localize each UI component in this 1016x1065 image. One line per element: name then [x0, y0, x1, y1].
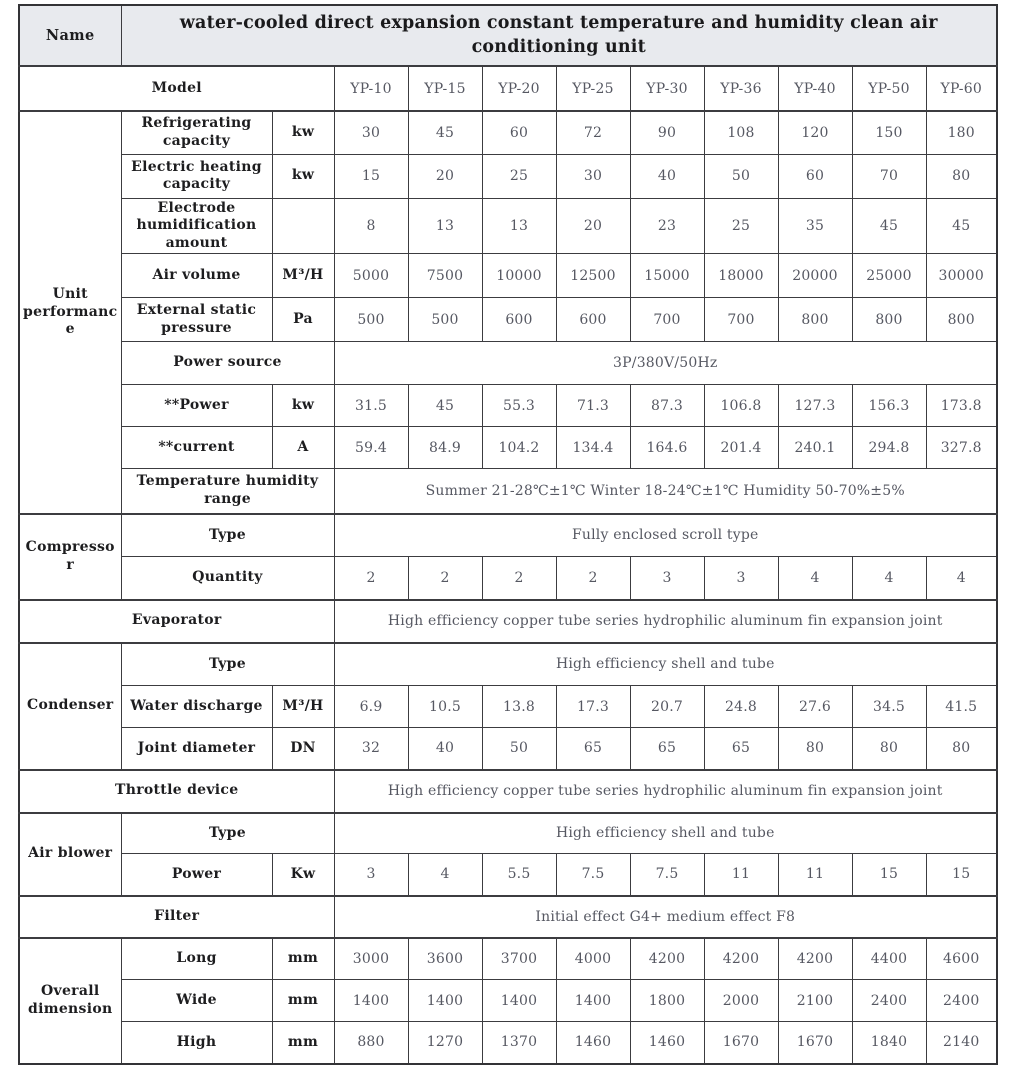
value-cell: 24.8	[704, 686, 778, 728]
value-cell: 17.3	[556, 686, 630, 728]
value-cell: 2	[408, 557, 482, 600]
value-cell: 4000	[556, 938, 630, 980]
value-cell: 134.4	[556, 427, 630, 469]
value-cell: 70	[852, 154, 926, 198]
value-cell: 13.8	[482, 686, 556, 728]
unit-cell: mm	[272, 938, 334, 980]
value-cell: 10000	[482, 254, 556, 298]
value-cell: 180	[926, 111, 997, 154]
value-cell: 80	[852, 728, 926, 770]
row-label: Long	[121, 938, 272, 980]
value-cell: 50	[482, 728, 556, 770]
value-cell: 71.3	[556, 385, 630, 427]
value-cell: 30	[334, 111, 408, 154]
value-cell: 1400	[408, 980, 482, 1022]
row-label: **current	[121, 427, 272, 469]
value-cell: 4200	[778, 938, 852, 980]
value-cell: 800	[778, 298, 852, 342]
table-row	[19, 514, 997, 557]
row-label: Refrigerating capacity	[121, 111, 272, 154]
table-row	[19, 728, 997, 770]
table-row	[19, 254, 997, 298]
value-cell: 41.5	[926, 686, 997, 728]
value-cell: 30000	[926, 254, 997, 298]
value-cell: 1460	[630, 1022, 704, 1064]
value-cell: 500	[408, 298, 482, 342]
value-cell: 45	[408, 385, 482, 427]
value-cell: 4	[852, 557, 926, 600]
value-cell: 600	[556, 298, 630, 342]
row-label: Electric heating capacity	[121, 154, 272, 198]
value-cell: 880	[334, 1022, 408, 1064]
value-cell: 13	[482, 198, 556, 254]
value-cell: 327.8	[926, 427, 997, 469]
value-cell: 6.9	[334, 686, 408, 728]
value-cell: YP-30	[630, 66, 704, 111]
spec-table	[18, 4, 998, 1065]
value-cell: 2400	[852, 980, 926, 1022]
value-cell: 65	[704, 728, 778, 770]
value-cell: 500	[334, 298, 408, 342]
value-cell: 34.5	[852, 686, 926, 728]
value-cell: 15	[926, 854, 997, 896]
value-cell: YP-15	[408, 66, 482, 111]
unit-cell: M³/H	[272, 254, 334, 298]
value-cell: 32	[334, 728, 408, 770]
row-label: Air volume	[121, 254, 272, 298]
value-cell: 1840	[852, 1022, 926, 1064]
value-cell: 15	[334, 154, 408, 198]
value-cell: 4400	[852, 938, 926, 980]
table-row	[19, 854, 997, 896]
unit-cell: Pa	[272, 298, 334, 342]
page-title: water-cooled direct expansion constant temperature and humidity clean air conditioning unit	[121, 5, 997, 66]
group-label-unit-performance: Unit performance	[19, 111, 121, 514]
table-row	[19, 643, 997, 686]
value-cell: 4	[408, 854, 482, 896]
value-cell: 700	[630, 298, 704, 342]
table-row	[19, 686, 997, 728]
value-cell: 600	[482, 298, 556, 342]
table-row	[19, 770, 997, 813]
row-label: Temperature humidity range	[121, 469, 334, 514]
value-cell: 800	[926, 298, 997, 342]
row-label: Filter	[19, 896, 334, 938]
value-cell: 108	[704, 111, 778, 154]
value-cell: 4200	[630, 938, 704, 980]
value-cell: 1800	[630, 980, 704, 1022]
table-row	[19, 557, 997, 600]
unit-cell: kw	[272, 154, 334, 198]
value-cell: 3	[630, 557, 704, 600]
unit-cell: kw	[272, 385, 334, 427]
value-cell: YP-10	[334, 66, 408, 111]
value-cell: 1670	[704, 1022, 778, 1064]
value-cell: 35	[778, 198, 852, 254]
unit-cell: M³/H	[272, 686, 334, 728]
value-cell: 2140	[926, 1022, 997, 1064]
value-cell: 11	[778, 854, 852, 896]
row-label: Power	[121, 854, 272, 896]
value-cell: 65	[556, 728, 630, 770]
unit-cell: A	[272, 427, 334, 469]
value-cell: 80	[778, 728, 852, 770]
value-cell: 7500	[408, 254, 482, 298]
value-cell: 1270	[408, 1022, 482, 1064]
value-cell: 20.7	[630, 686, 704, 728]
value-cell: 27.6	[778, 686, 852, 728]
value-cell: 3600	[408, 938, 482, 980]
table-row	[19, 980, 997, 1022]
row-label: Power source	[121, 342, 334, 385]
value-cell: 90	[630, 111, 704, 154]
value-cell: 156.3	[852, 385, 926, 427]
value-cell: 1400	[556, 980, 630, 1022]
value-cell: 60	[482, 111, 556, 154]
value-cell: 20	[408, 154, 482, 198]
row-label: Quantity	[121, 557, 334, 600]
unit-cell: DN	[272, 728, 334, 770]
value-cell: 10.5	[408, 686, 482, 728]
value-cell: 60	[778, 154, 852, 198]
value-cell: 106.8	[704, 385, 778, 427]
unit-cell: mm	[272, 980, 334, 1022]
value-cell: 3000	[334, 938, 408, 980]
value-cell: 2	[334, 557, 408, 600]
value-cell: 1400	[334, 980, 408, 1022]
value-cell: 84.9	[408, 427, 482, 469]
value-cell: 4	[926, 557, 997, 600]
value-cell: 700	[704, 298, 778, 342]
value-cell: 240.1	[778, 427, 852, 469]
value-cell: 3700	[482, 938, 556, 980]
unit-cell	[272, 198, 334, 254]
value-cell: 15	[852, 854, 926, 896]
value-cell: 30	[556, 154, 630, 198]
value-cell: 8	[334, 198, 408, 254]
value-cell: 164.6	[630, 427, 704, 469]
unit-cell: kw	[272, 111, 334, 154]
row-label: Electrode humidification amount	[121, 198, 272, 254]
value-cell: YP-40	[778, 66, 852, 111]
value-cell: 55.3	[482, 385, 556, 427]
table-row	[19, 469, 997, 514]
row-label: Throttle device	[19, 770, 334, 813]
merged-value-cell: High efficiency copper tube series hydrophilic aluminum fin expansion joint	[334, 770, 997, 813]
value-cell: 294.8	[852, 427, 926, 469]
value-cell: 3	[704, 557, 778, 600]
value-cell: 4600	[926, 938, 997, 980]
value-cell: 72	[556, 111, 630, 154]
value-cell: YP-36	[704, 66, 778, 111]
table-row	[19, 298, 997, 342]
model-row	[19, 66, 997, 111]
table-row	[19, 385, 997, 427]
value-cell: 1370	[482, 1022, 556, 1064]
value-cell: YP-60	[926, 66, 997, 111]
table-row	[19, 1022, 997, 1064]
value-cell: 13	[408, 198, 482, 254]
value-cell: 2000	[704, 980, 778, 1022]
value-cell: 15000	[630, 254, 704, 298]
value-cell: 1670	[778, 1022, 852, 1064]
table-row	[19, 198, 997, 254]
value-cell: YP-25	[556, 66, 630, 111]
merged-value-cell: High efficiency shell and tube	[334, 643, 997, 686]
value-cell: 104.2	[482, 427, 556, 469]
value-cell: YP-20	[482, 66, 556, 111]
value-cell: 20	[556, 198, 630, 254]
merged-value-cell: Fully enclosed scroll type	[334, 514, 997, 557]
value-cell: 59.4	[334, 427, 408, 469]
value-cell: 1400	[482, 980, 556, 1022]
table-row	[19, 896, 997, 938]
group-label-compressor: Compressor	[19, 514, 121, 600]
row-label: Evaporator	[19, 600, 334, 643]
value-cell: 2	[556, 557, 630, 600]
merged-value-cell: Summer 21-28℃±1℃ Winter 18-24℃±1℃ Humidity 50-70%±5%	[334, 469, 997, 514]
row-label: External static pressure	[121, 298, 272, 342]
value-cell: 45	[852, 198, 926, 254]
value-cell: 2400	[926, 980, 997, 1022]
merged-value-cell: High efficiency copper tube series hydrophilic aluminum fin expansion joint	[334, 600, 997, 643]
value-cell: 50	[704, 154, 778, 198]
group-label-condenser: Condenser	[19, 643, 121, 770]
value-cell: 25	[482, 154, 556, 198]
merged-value-cell: Initial effect G4+ medium effect F8	[334, 896, 997, 938]
table-row	[19, 813, 997, 854]
value-cell: 87.3	[630, 385, 704, 427]
merged-value-cell: 3P/380V/50Hz	[334, 342, 997, 385]
value-cell: 2	[482, 557, 556, 600]
value-cell: 45	[408, 111, 482, 154]
value-cell: 45	[926, 198, 997, 254]
row-label: Joint diameter	[121, 728, 272, 770]
value-cell: 201.4	[704, 427, 778, 469]
value-cell: 1460	[556, 1022, 630, 1064]
value-cell: 12500	[556, 254, 630, 298]
value-cell: 25	[704, 198, 778, 254]
row-label: Water discharge	[121, 686, 272, 728]
value-cell: 80	[926, 728, 997, 770]
value-cell: 18000	[704, 254, 778, 298]
value-cell: 40	[630, 154, 704, 198]
unit-cell: mm	[272, 1022, 334, 1064]
table-row	[19, 600, 997, 643]
value-cell: 65	[630, 728, 704, 770]
value-cell: 11	[704, 854, 778, 896]
table-row	[19, 342, 997, 385]
name-label: Name	[19, 5, 121, 66]
row-label: Type	[121, 813, 334, 854]
row-label: High	[121, 1022, 272, 1064]
table-row	[19, 111, 997, 154]
value-cell: 20000	[778, 254, 852, 298]
merged-value-cell: High efficiency shell and tube	[334, 813, 997, 854]
group-label-overall-dimension: Overall dimension	[19, 938, 121, 1064]
value-cell: 5000	[334, 254, 408, 298]
value-cell: 2100	[778, 980, 852, 1022]
row-label: Wide	[121, 980, 272, 1022]
table-row	[19, 938, 997, 980]
value-cell: 7.5	[556, 854, 630, 896]
value-cell: 80	[926, 154, 997, 198]
value-cell: 31.5	[334, 385, 408, 427]
row-label: Type	[121, 514, 334, 557]
value-cell: 4200	[704, 938, 778, 980]
value-cell: 25000	[852, 254, 926, 298]
value-cell: 23	[630, 198, 704, 254]
table-row	[19, 154, 997, 198]
value-cell: 5.5	[482, 854, 556, 896]
value-cell: 173.8	[926, 385, 997, 427]
row-label: Type	[121, 643, 334, 686]
value-cell: 7.5	[630, 854, 704, 896]
table-row	[19, 427, 997, 469]
value-cell: 3	[334, 854, 408, 896]
group-label-air-blower: Air blower	[19, 813, 121, 896]
row-label: **Power	[121, 385, 272, 427]
row-label: Model	[19, 66, 334, 111]
unit-cell: Kw	[272, 854, 334, 896]
value-cell: 150	[852, 111, 926, 154]
value-cell: 40	[408, 728, 482, 770]
header-row	[19, 5, 997, 66]
value-cell: 4	[778, 557, 852, 600]
value-cell: 120	[778, 111, 852, 154]
value-cell: 800	[852, 298, 926, 342]
value-cell: 127.3	[778, 385, 852, 427]
value-cell: YP-50	[852, 66, 926, 111]
